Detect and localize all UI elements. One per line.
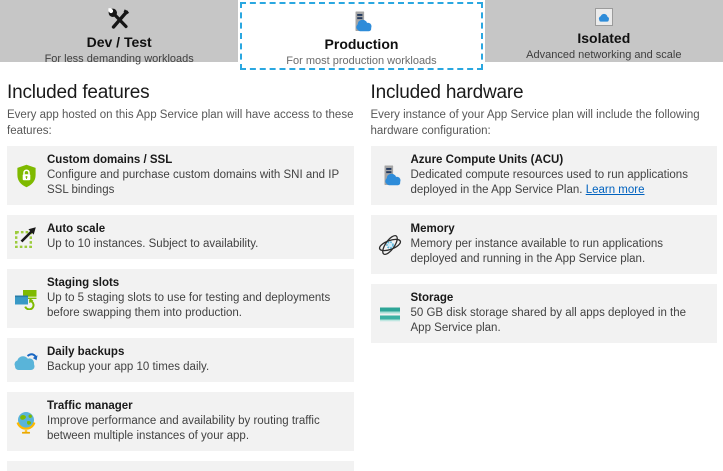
cloud-backup-icon — [13, 350, 39, 371]
feature-card — [7, 338, 354, 382]
tools-icon — [106, 6, 132, 32]
card-title: Daily backups — [47, 346, 125, 358]
tab-production[interactable] — [240, 2, 482, 70]
tab-isolated[interactable] — [485, 0, 723, 62]
card-title: Azure Compute Units (ACU) — [410, 154, 564, 166]
tab-dev-test[interactable] — [0, 0, 238, 65]
card-description: Backup your app 10 times daily. — [47, 361, 210, 373]
included-features-heading: Included features — [7, 82, 150, 103]
included-hardware-section — [371, 76, 718, 471]
plan-details — [0, 76, 723, 471]
card-description: Dedicated compute resources used to run applications deployed in the App Service Plan. Learn more — [410, 169, 688, 196]
auto-scale-icon — [13, 225, 39, 249]
memory-icon — [377, 234, 403, 256]
isolated-environment-icon — [595, 6, 613, 28]
included-hardware-heading: Included hardware — [370, 82, 524, 103]
tab-title: Isolated — [577, 30, 631, 46]
feature-card — [7, 269, 354, 328]
app-service-icon — [349, 9, 373, 34]
learn-more-link[interactable]: Learn more — [585, 184, 645, 196]
feature-card — [7, 146, 354, 205]
included-features-description: Every app hosted on this App Service plan will have access to these features: — [7, 109, 354, 137]
tab-subtitle: Advanced networking and scale — [526, 49, 682, 61]
card-description: Memory per instance available to run applications deployed and running in the App Service plan. — [410, 238, 663, 265]
card-title: Custom domains / SSL — [47, 154, 173, 166]
card-title: Traffic manager — [47, 400, 133, 412]
features-list — [7, 146, 354, 451]
plan-tier-tabs — [0, 0, 723, 70]
tab-title: Dev / Test — [86, 34, 152, 50]
tab-subtitle: For less demanding workloads — [44, 53, 194, 65]
card-title: Storage — [410, 292, 454, 304]
card-description: Improve performance and availability by routing traffic between multiple instances of your app. — [47, 415, 320, 442]
app-service-icon — [377, 164, 403, 188]
tab-subtitle: For most production workloads — [286, 55, 437, 67]
hardware-card — [371, 284, 718, 343]
feature-card-partial — [7, 461, 354, 471]
included-features-section — [7, 76, 354, 471]
storage-icon — [377, 306, 403, 322]
hardware-card — [371, 215, 718, 274]
feature-card — [7, 392, 354, 451]
globe-icon — [13, 410, 39, 434]
shield-lock-icon — [13, 164, 39, 188]
feature-card — [7, 215, 354, 259]
card-description: Up to 10 instances. Subject to availability. — [47, 238, 259, 250]
card-title: Staging slots — [47, 277, 120, 289]
card-description: Up to 5 staging slots to use for testing and deployments before swapping them into production. — [47, 292, 331, 319]
included-hardware-description: Every instance of your App Service plan will include the following hardware configuration: — [370, 109, 700, 137]
hardware-list — [371, 146, 718, 343]
card-description: Configure and purchase custom domains with SNI and IP SSL bindings — [47, 169, 339, 196]
hardware-card — [371, 146, 718, 205]
card-description: 50 GB disk storage shared by all apps deployed in the App Service plan. — [410, 307, 687, 334]
staging-slots-icon — [13, 288, 39, 310]
tab-title: Production — [324, 36, 399, 52]
card-title: Memory — [410, 223, 455, 235]
card-title: Auto scale — [47, 223, 106, 235]
